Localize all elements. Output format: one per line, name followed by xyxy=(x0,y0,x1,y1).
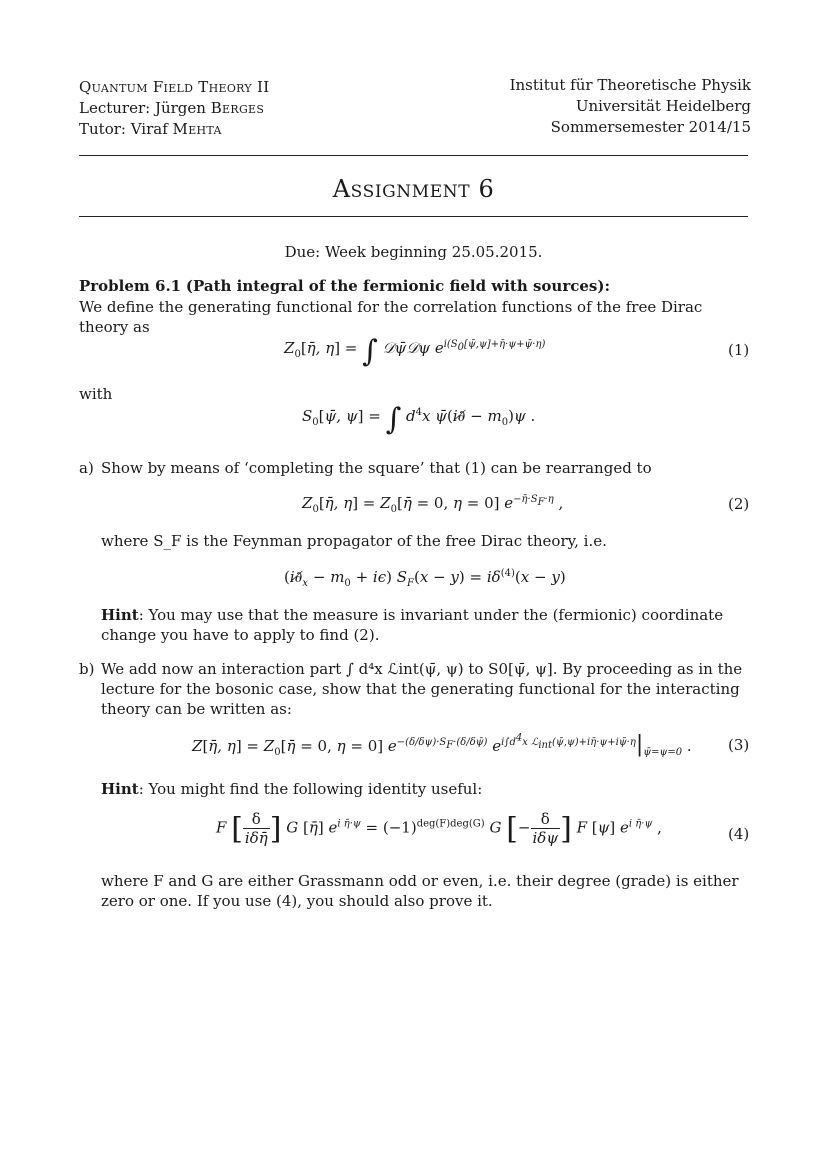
tutor-line xyxy=(79,119,269,140)
institute: Institut für Theoretische Physik xyxy=(509,76,751,94)
header-right xyxy=(510,75,751,138)
lecturer-surname: Berges xyxy=(210,99,265,117)
due-date: Due: Week beginning 25.05.2015. xyxy=(284,243,543,261)
part-a-text: Show by means of ‘completing the square’ that (1) can be rearranged to xyxy=(101,459,652,477)
tutor-label: Tutor: Viraf xyxy=(79,120,168,138)
part-b-text: We add now an interaction part ∫ d⁴x ℒint(ψ̄, ψ) to S0[ψ̄, ψ]. By proceeding as in the lecture for the bosonic case, show that the generating functional for the interacting theory can be written as: xyxy=(101,660,743,718)
equation-3: Z[η̄, $\eta] = Z_0[\etā = 0$, η = 0] $e^{-(\delta/\delta\psi)\cdot S_F\cdot(\delta/\delta\psī)}$ $e^{i\int d^4x ℒ_{int}(\psī,\psi)+i\etā\cdot\psi+i\psī\cdot\eta}|_{\psī=\psi=0}$ . xyxy=(192,732,692,758)
header-left xyxy=(79,77,269,140)
part-b-label: b) xyxy=(79,660,95,678)
header-rule-bottom xyxy=(79,216,748,217)
part-a-where: where S_F is the Feynman propagator of the free Dirac theory, i.e. xyxy=(101,532,607,550)
equation-2: $Z_0[\etā$, $\eta] = Z_0[\etā = 0$, η = 0] $e^{-\etā\cdot S_F\cdot\eta}$ , xyxy=(302,494,564,515)
equation-2-number: (2) xyxy=(728,495,750,513)
university: Universität Heidelberg xyxy=(575,97,751,115)
part-a-hint-text: : You may use that the measure is invariant under the (fermionic) coordinate change you have to apply to find (2). xyxy=(101,606,724,644)
part-b-hint-label: Hint xyxy=(101,780,139,798)
equation-4-number: (4) xyxy=(728,825,750,843)
problem-heading xyxy=(79,276,748,296)
tutor-surname: Mehta xyxy=(172,120,222,138)
semester: Sommersemester 2014/15 xyxy=(550,118,751,136)
equation-3-number: (3) xyxy=(728,736,750,754)
part-b-hint xyxy=(101,779,748,799)
lecturer-line xyxy=(79,98,269,119)
equation-1: $Z_0[\etā$, η] = ∫ 𝒟ψ̄𝒟ψ $e^{i(S_0[\psī,\psi]+\etā\cdot\psi+\psī\cdot\eta)}$ xyxy=(284,334,546,369)
problem-topic: (Path integral of the fermionic field with sources): xyxy=(185,277,610,295)
header-rule-top xyxy=(79,155,748,156)
part-a-label: a) xyxy=(79,459,94,477)
course-title: Quantum Field Theory II xyxy=(79,78,270,96)
equation-propagator: $(i\partial̸_x - m_0 + i\epsilon) S_F(x - y) = i\delta^{(4)}(x - y)$ xyxy=(284,568,566,589)
part-b-hint-text: : You might find the following identity useful: xyxy=(138,780,483,798)
equation-1-number: (1) xyxy=(728,341,750,359)
problem-intro: We define the generating functional for the correlation functions of the free Dirac theory as xyxy=(79,298,703,336)
equation-4: F [ $\frac{\delta}{\text{iδη̄}}$ ] G [η̄] $e^{i \etā\cdot\psi} = (-1)^{deg(F)deg(G)}$ G [− $\frac{\delta}{\text{iδψ}}$ ] F [ψ] $e^{i \etā\cdot\psi}$ , xyxy=(216,810,662,847)
assignment-title: Assignment 6 xyxy=(332,175,495,203)
with-word: with xyxy=(79,385,113,403)
part-b-closing: where F and G are either Grassmann odd or even, i.e. their degree (grade) is either zero or one. If you use (4), you should also prove it. xyxy=(101,872,739,910)
lecturer-label: Lecturer: Jürgen xyxy=(79,99,206,117)
part-a-hint xyxy=(101,605,748,645)
part-a-hint-label: Hint xyxy=(101,606,139,624)
equation-s0: $S_0[\psī$, ψ] = ∫ $d^4x$ ψ̄(i∂̸ − $m_0)\psi$ . xyxy=(302,402,536,437)
problem-number: Problem 6.1 xyxy=(79,277,182,295)
